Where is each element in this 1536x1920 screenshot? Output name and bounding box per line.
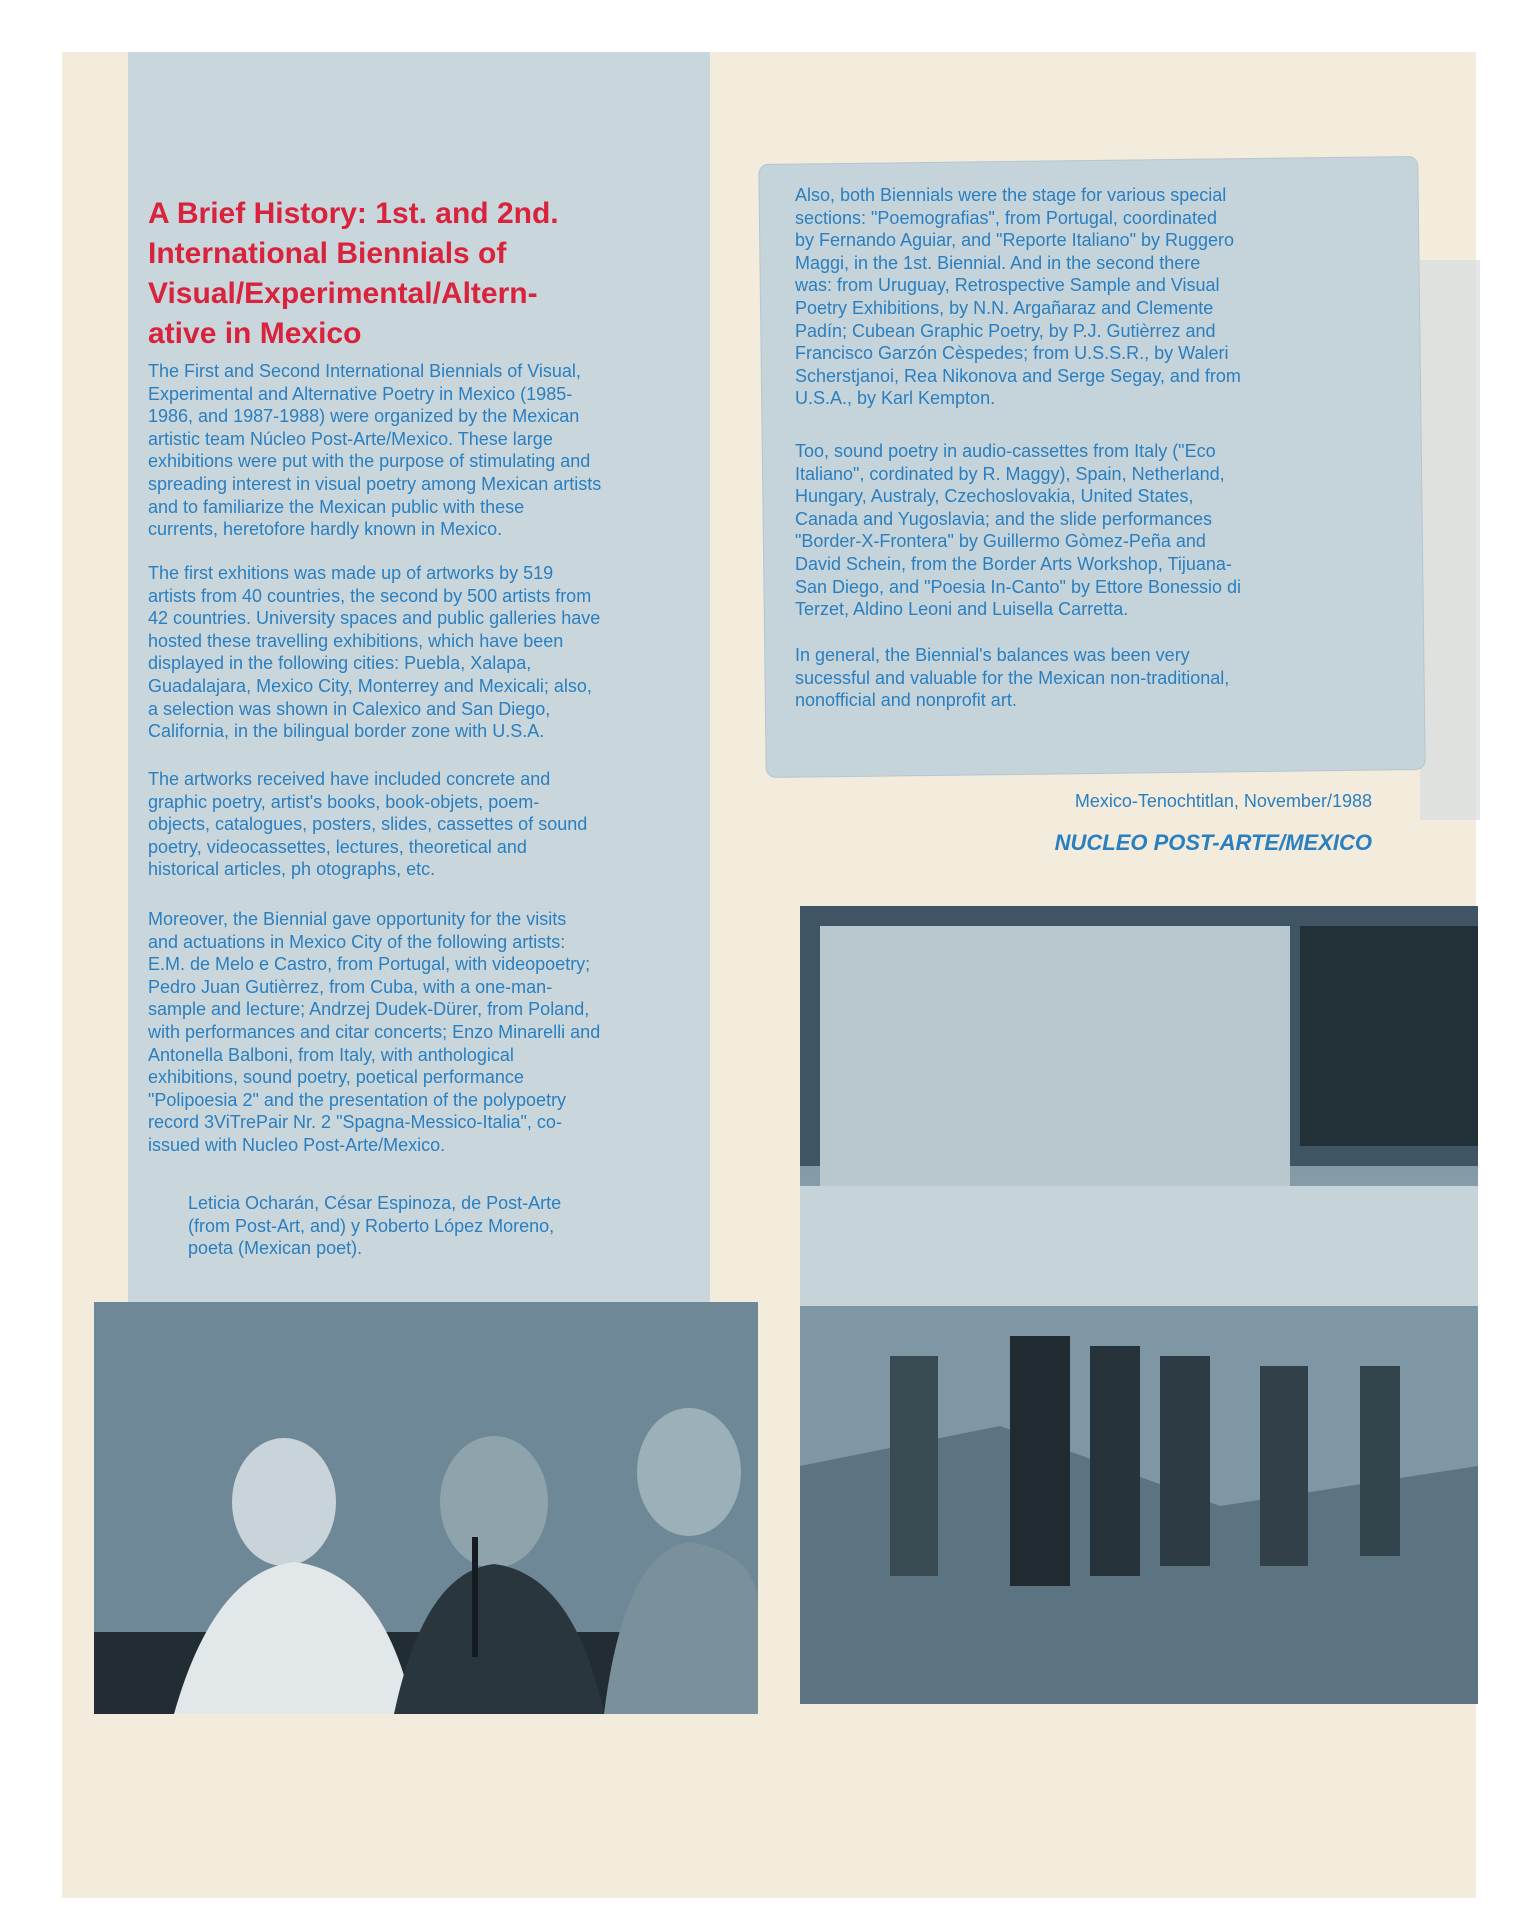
right-edge-strip bbox=[1420, 260, 1480, 820]
paragraph-conclusion: In general, the Biennial's balances was been very sucessful and valuable for the Mexican non-traditional, nonofficial and nonprofit art. bbox=[795, 645, 1230, 711]
paragraph-sound-poetry: Too, sound poetry in audio-cassettes from Italy ("Eco Italiano", cordinated by R. Maggy), Spain, Netherland, Hungary, Australy, Czechoslovakia, United States, Canada and Yugoslavia; and the slide performances "Border-X-Frontera" by Guillermo Gòmez-Peña and David Schein, from the Border Arts Workshop, Tijuana- San Diego, and "Poesia In-Canto" by Ettore Bonessio di Terzet, Aldino Leoni and Luisella Carretta. bbox=[795, 441, 1242, 620]
signature: NUCLEO POST-ARTE/MEXICO bbox=[1054, 830, 1372, 855]
panel-photo-illustration bbox=[94, 1302, 758, 1714]
gallery-photo-illustration bbox=[800, 906, 1478, 1704]
paragraph-special-sections: Also, both Biennials were the stage for various special sections: "Poemografias", from Portugal, coordinated by Fernando Aguiar, and "Reporte Italiano" by Ruggero Maggi, in the 1st. Biennial. And in the second there was: from Uruguay, Retrospective Sample and Visual Poetry Exhibitions, by N.N. Argañaraz and Clemente Padín; Cubean Graphic Poetry, by P.J. Gutièrrez and Francisco Garzón Cèspedes; from U.S.S.R., by Waleri Scherstjanoi, Rea Nikonova and Serge Segay, and from U.S.A., by Karl Kempton. bbox=[795, 185, 1241, 409]
article-title: A Brief History: 1st. and 2nd. International Biennials of Visual/Experimental/Altern- ative in Mexico bbox=[148, 197, 559, 350]
panel-photo bbox=[94, 1302, 758, 1714]
gallery-photo bbox=[800, 906, 1478, 1704]
photo-caption: Leticia Ocharán, César Espinoza, de Post-Arte (from Post-Art, and) y Roberto López Moreno, poeta (Mexican poet). bbox=[188, 1193, 562, 1259]
paragraph-exhibitions: The first exhitions was made up of artworks by 519 artists from 40 countries, the second by 500 artists from 42 countries. University spaces and public galleries have hosted these travelling exhibitions, which have been displayed in the following cities: Puebla, Xalapa, Guadalajara, Mexico City, Monterrey and Mexicali; also, a selection was shown in Calexico and San Diego, California, in the bilingual border zone with U.S.A. bbox=[148, 563, 601, 742]
paragraph-intro: The First and Second International Biennials of Visual, Experimental and Alternative Poetry in Mexico (1985- 1986, and 1987-1988) were organized by the Mexican artistic team Núcleo Post-Arte/Mexico. These large exhibitions were put with the purpose of stimulating and spreading interest in visual poetry among Mexican artists and to familiarize the Mexican public with these currents, heretofore hardly known in Mexico. bbox=[148, 361, 602, 540]
paragraph-visiting-artists: Moreover, the Biennial gave opportunity for the visits and actuations in Mexico City of the following artists: E.M. de Melo e Castro, from Portugal, with videopoetry; Pedro Juan Gutièrrez, from Cuba, with a one-man- sample and lecture; Andrzej Dudek-Dürer, from Poland, with performances and citar concerts; Enzo Minarelli and Antonella Balboni, from Italy, with anthological exhibitions, sound poetry, poetical performance "Polipoesia 2" and the presentation of the polypoetry record 3ViTrePair Nr. 2 "Spagna-Messico-Italia", co- issued with Nucleo Post-Arte/Mexico. bbox=[148, 909, 601, 1155]
paragraph-artworks: The artworks received have included concrete and graphic poetry, artist's books, book-objets, poem- objects, catalogues, posters, slides, cassettes of sound poetry, videocassettes, lectures, theoretical and historical articles, ph otographs, etc. bbox=[148, 769, 588, 880]
dateline: Mexico-Tenochtitlan, November/1988 bbox=[1074, 791, 1372, 811]
